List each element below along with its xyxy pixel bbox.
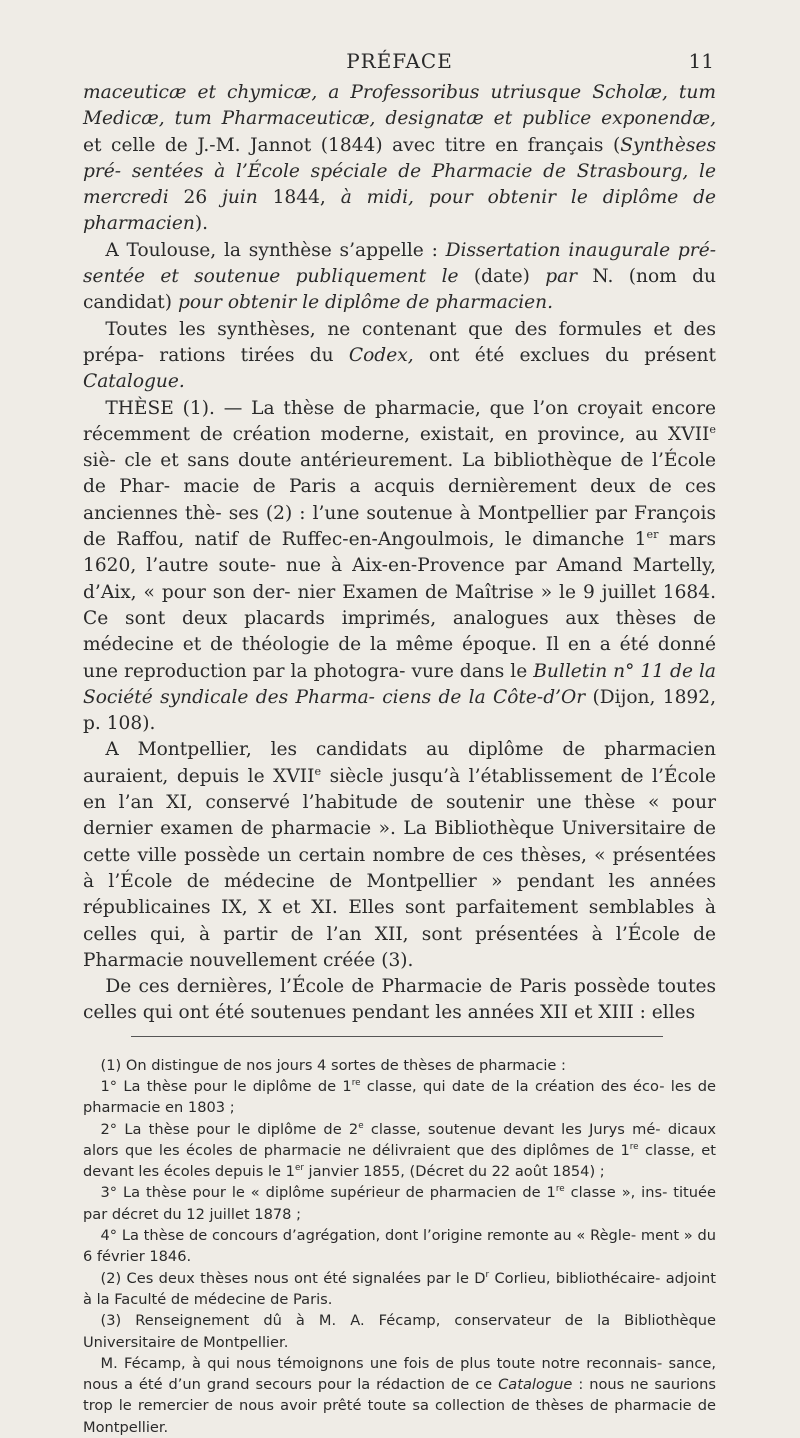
paragraph: Toutes les synthèses, ne contenant que des formules et des prépa- rations tirées du Codex, ont été exclues du présent Catalogue. — [83, 318, 717, 393]
footnote: M. Fécamp, à qui nous témoignons une fois de plus toute notre reconnais- sance, nous a été d’un grand secours pour la rédaction de ce Catalogue : nous ne saurions trop le remercier de nous avoir prêté toute sa collection de thèses de pharmacie de Montpellier. — [83, 1354, 716, 1436]
footnote-rule — [131, 1036, 663, 1037]
paragraph: THÈSE (1). — La thèse de pharmacie, que l’on croyait encore récemment de création moderne, existait, en province, au XVIIe siè- cle et sans doute antérieurement. La bibliothèque de l’École de Phar- macie de Paris a acquis dernièrement deux de ces anciennes thè- ses (2) : l’une soutenue à Montpellier par François de Raffou, natif de Ruffec-en-Angoulmois, le dimanche 1er mars 1620, l’autre soute- nue à Aix-en-Provence par Amand Martelly, d’Aix, « pour son der- nier Examen de Maîtrise » le 9 juillet 1684. Ce sont deux placards imprimés, analogues aux thèses de médecine et de théologie de la même époque. Il en a été donné une reproduction par la photogra- vure dans le Bulletin n° 11 de la Société syndicale des Pharma- ciens de la Côte-d’Or (Dijon, 1892, p. 108). — [83, 397, 716, 735]
footnote: (3) Renseignement dû à M. A. Fécamp, conservateur de la Bibliothèque Universitaire de Montpellier. — [83, 1312, 716, 1351]
paragraph: A Toulouse, la synthèse s’appelle : Dissertation inaugurale pré- sentée et soutenue publiquement le (date) par N. (nom du candidat) pour obtenir le diplôme de pharmacien. — [83, 239, 716, 314]
footnote: 4° La thèse de concours d’agrégation, dont l’origine remonte au « Règle- ment » du 6 février 1846. — [83, 1227, 716, 1266]
page-number: 11 — [688, 49, 714, 73]
body-text — [83, 80, 716, 1027]
footnotes — [83, 1055, 716, 1438]
footnote: (2) Ces deux thèses nous ont été signalées par le $D^r$ Corlieu, bibliothécaire- adjoint à la Faculté de médecine de Paris. — [83, 1269, 716, 1308]
page-header — [83, 0, 716, 80]
running-title: PRÉFACE — [346, 49, 453, 73]
footnote: (1) On distingue de nos jours 4 sortes de thèses de pharmacie : — [100, 1056, 566, 1074]
paragraph: De ces dernières, l’École de Pharmacie de Paris possède toutes celles qui ont été soutenues pendant les années XII et XIII : elles — [83, 976, 716, 1024]
footnote: 3° La thèse pour le « diplôme supérieur de pharmacien de 1re classe », ins- tituée par décret du 12 juillet 1878 ; — [83, 1184, 716, 1223]
paragraph: A Montpellier, les candidats au diplôme de pharmacien auraient, depuis le XVIIe siècle jusqu’à l’établissement de l’École en l’an XI, conservé l’habitude de soutenir une thèse « pour dernier examen de pharmacie ». La Bibliothèque Universitaire de cette ville possède un certain nombre de ces thèses, « présentées à l’École de médecine de Montpellier » pendant les années républicaines IX, X et XI. Elles sont parfaitement semblables à celles qui, à partir de l’an XII, sont présentées à l’École de Pharmacie nouvellement créée (3). — [83, 739, 717, 971]
footnote: 2° La thèse pour le diplôme de 2e classe, soutenue devant les Jurys mé- dicaux alors que les écoles de pharmacie ne délivraient que des diplômes de 1re classe, et devant les écoles depuis le 1er janvier 1855, (Décret du 22 août 1854) ; — [83, 1120, 716, 1181]
paragraph: maceuticæ et chymicæ, a Professoribus utriusque Scholæ, tum Medicæ, tum Pharmaceuticæ, designatæ et publice exponendæ, et celle de J.-M. Jannot (1844) avec titre en français (Synthèses pré- sentées à l’École spéciale de Pharmacie de Strasbourg, le mercredi 26 juin 1844, à midi, pour obtenir le diplôme de pharmacien). — [83, 82, 716, 235]
footnote: 1° La thèse pour le diplôme de 1re classe, qui date de la création des éco- les de pharmacie en 1803 ; — [83, 1077, 716, 1117]
